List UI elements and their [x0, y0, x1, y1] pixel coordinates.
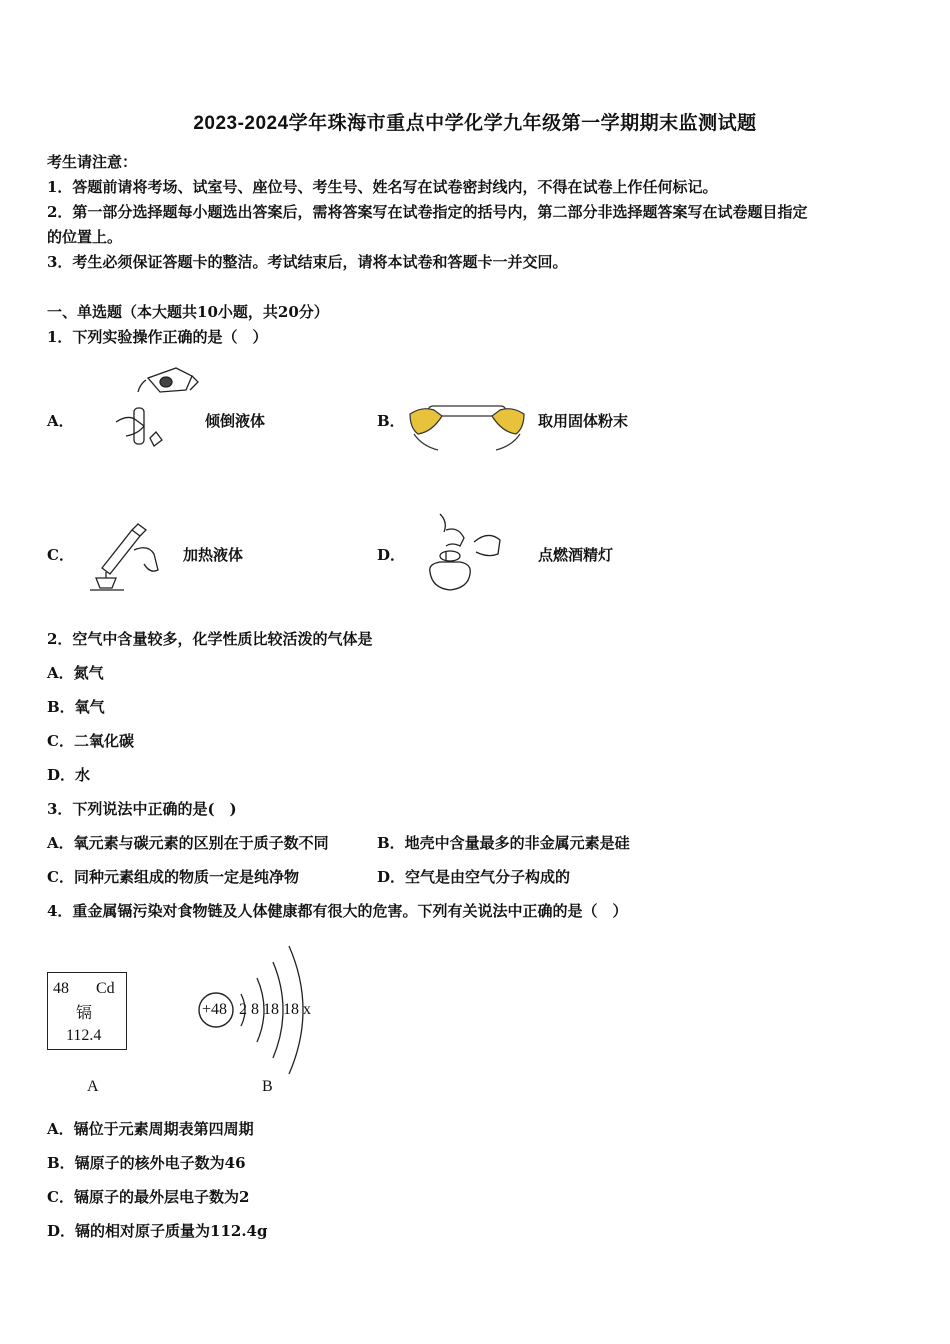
- q4-option-a: A．镉位于元素周期表第四周期: [47, 1120, 254, 1138]
- q3-option-b: B．地壳中含量最多的非金属元素是硅: [377, 834, 630, 852]
- q1-option-d-text: 点燃酒精灯: [538, 546, 614, 564]
- element-card: [47, 972, 127, 1050]
- q1-stem: 1．下列实验操作正确的是（ ）: [47, 328, 268, 346]
- q1-option-c-letter: C．: [47, 546, 74, 564]
- q1-option-b-text: 取用固体粉末: [538, 412, 629, 430]
- q1-option-b-letter: B．: [377, 412, 405, 430]
- nucleus-charge: +48: [202, 1001, 228, 1018]
- q3-option-a: A．氧元素与碳元素的区别在于质子数不同: [47, 834, 329, 852]
- notice-item-2: 2．第一部分选择题每小题选出答案后，需将答案写在试卷指定的括号内，第二部分非选择题答案写在试卷题目指定: [47, 203, 808, 221]
- q4-option-b: B．镉原子的核外电子数为46: [47, 1154, 246, 1172]
- element-symbol: Cd: [96, 980, 115, 997]
- alcohol-lamp-figure: [418, 512, 510, 594]
- q2-option-c: C．二氧化碳: [47, 732, 134, 750]
- q1-option-c-text: 加热液体: [183, 546, 244, 564]
- notice-item-1: 1．答题前请将考场、试室号、座位号、考生号、姓名写在试卷密封线内，不得在试卷上作任何标记。: [47, 178, 718, 196]
- q3-stem: 3．下列说法中正确的是( ): [47, 800, 237, 818]
- q3-option-c: C．同种元素组成的物质一定是纯净物: [47, 868, 299, 886]
- element-name: 镉: [76, 1005, 93, 1022]
- fig-label-a: A: [87, 1078, 99, 1095]
- q1-option-d-letter: D．: [377, 546, 406, 564]
- q4-option-d: D．镉的相对原子质量为112.4g: [47, 1222, 268, 1240]
- section-heading: 一、单选题（本大题共10小题，共20分）: [47, 303, 329, 321]
- q4-stem: 4．重金属镉污染对食物链及人体健康都有很大的危害。下列有关说法中正确的是（ ）: [47, 902, 628, 920]
- element-number: 48: [53, 980, 69, 997]
- element-mass: 112.4: [66, 1027, 102, 1044]
- q2-stem: 2．空气中含量较多，化学性质比较活泼的气体是: [47, 630, 373, 648]
- pour-liquid-figure: [108, 360, 200, 450]
- q3-option-d: D．空气是由空气分子构成的: [377, 868, 571, 886]
- notice-item-2-cont: 的位置上。: [47, 228, 123, 246]
- q2-option-b: B．氧气: [47, 698, 105, 716]
- heat-liquid-figure: [88, 520, 168, 592]
- powder-figure: [408, 398, 526, 456]
- q1-option-a-letter: A．: [47, 412, 74, 430]
- q4-option-c: C．镉原子的最外层电子数为2: [47, 1188, 250, 1206]
- q2-option-a: A．氮气: [47, 664, 104, 682]
- q1-option-a-text: 倾倒液体: [205, 412, 266, 430]
- notice-heading: 考生请注意：: [47, 153, 138, 171]
- fig-label-b: B: [262, 1078, 273, 1095]
- page-title: 2023-2024学年珠海市重点中学化学九年级第一学期期末监测试题: [193, 113, 757, 134]
- q2-option-d: D．水: [47, 766, 91, 784]
- electron-shells: 2 8 18 18 x: [239, 1001, 311, 1018]
- notice-item-3: 3．考生必须保证答题卡的整洁。考试结束后，请将本试卷和答题卡一并交回。: [47, 253, 568, 271]
